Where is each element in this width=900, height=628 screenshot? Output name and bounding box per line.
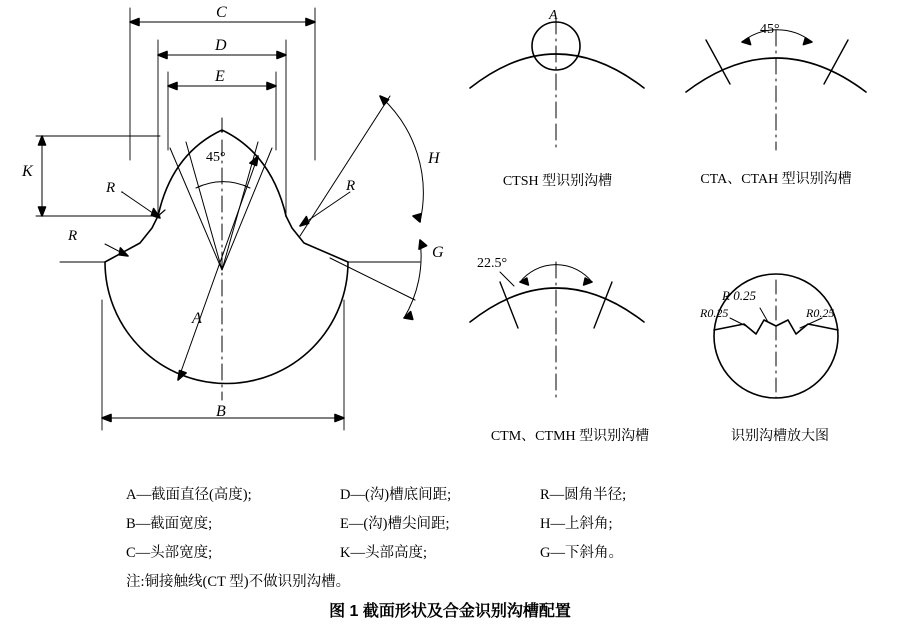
dimension-label-G: G xyxy=(432,244,444,261)
dimension-label-A: A xyxy=(192,310,202,327)
angle-label-45-cta: 45° xyxy=(760,22,780,37)
legend-col1-row1: A—截面直径(高度); xyxy=(126,487,252,503)
legend-col3-row1: R—圆角半径; xyxy=(540,487,627,503)
legend-col2-row3: K—头部高度; xyxy=(340,545,427,561)
legend-col2-row1: D—(沟)槽底间距; xyxy=(340,487,452,503)
subfigure-label-ctsh: CTSH 型识别沟槽 xyxy=(502,174,613,189)
figure-caption: 图 1 截面形状及合金识别沟槽配置 xyxy=(329,603,571,620)
radius-label-right-upper: R xyxy=(346,178,356,194)
radius-label-detail-top: R 0.25 xyxy=(722,288,756,303)
dimension-label-K: K xyxy=(22,163,33,180)
legend-col3-row2: H—上斜角; xyxy=(540,516,613,532)
subfigure-label-ctm: CTM、CTMH 型识别沟槽 xyxy=(490,429,650,444)
angle-label-45-main: 45° xyxy=(206,150,226,165)
figure-note: 注:铜接触线(CT 型)不做识别沟槽。 xyxy=(126,574,351,590)
radius-label-detail-right: R0.25 xyxy=(806,306,835,320)
subfigure-label-detail: 识别沟槽放大图 xyxy=(731,429,829,444)
dimension-label-C: C xyxy=(216,4,227,21)
radius-label-detail-left: R0.25 xyxy=(700,306,729,320)
dimension-label-D: D xyxy=(215,37,227,54)
legend-col2-row2: E—(沟)槽尖间距; xyxy=(340,516,450,532)
radius-label-left-upper: R xyxy=(106,180,116,196)
legend-col1-row2: B—截面宽度; xyxy=(126,516,213,532)
subfigure-label-cta: CTA、CTAH 型识别沟槽 xyxy=(700,172,852,187)
marker-label-A-ctsh: A xyxy=(549,8,558,23)
dimension-label-B: B xyxy=(216,403,226,420)
dimension-label-E: E xyxy=(215,68,225,85)
radius-label-left-lower: R xyxy=(68,228,78,244)
legend-col1-row3: C—头部宽度; xyxy=(126,545,213,561)
dimension-label-H: H xyxy=(428,150,440,167)
legend-col3-row3: G—下斜角。 xyxy=(540,545,623,561)
angle-label-22-5-ctm: 22.5° xyxy=(477,256,508,271)
